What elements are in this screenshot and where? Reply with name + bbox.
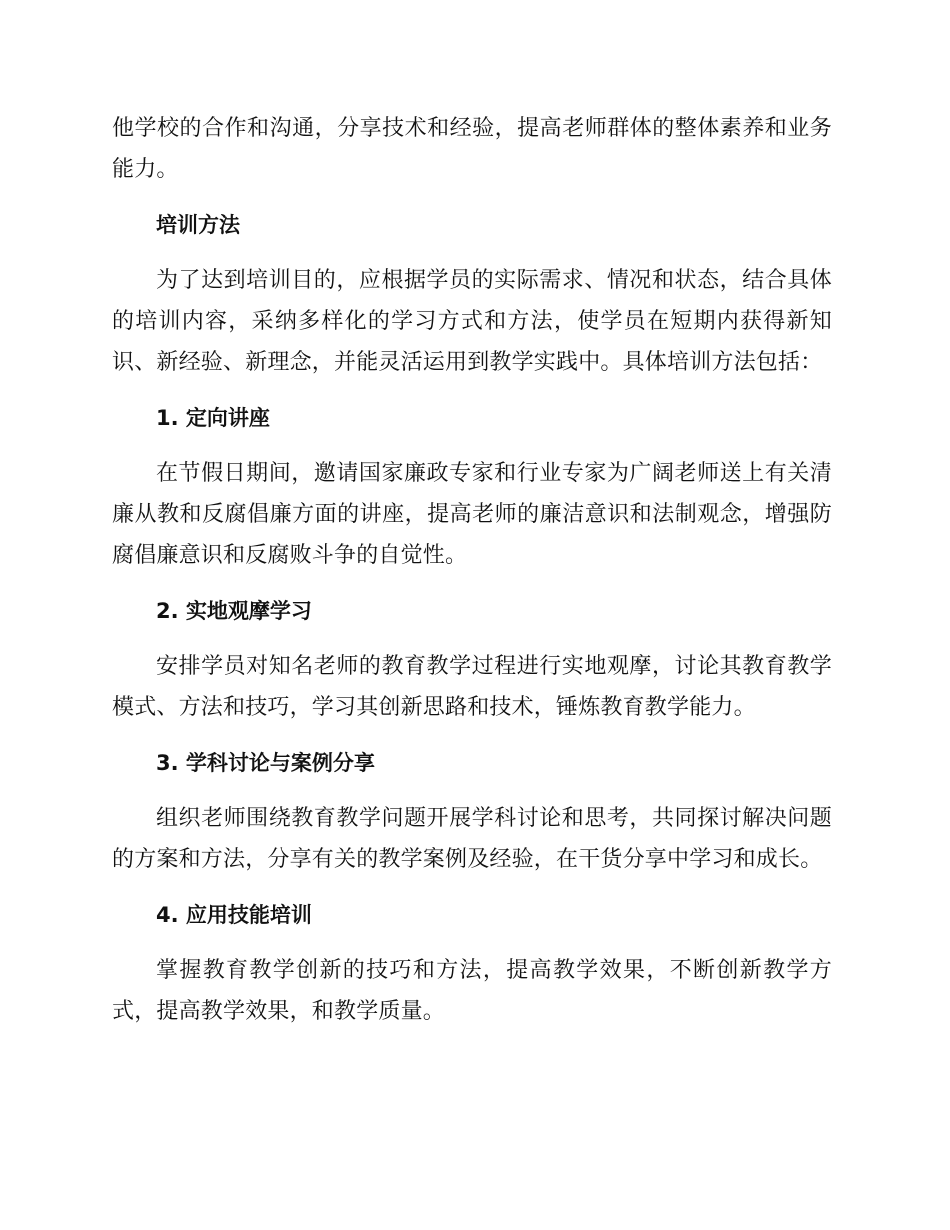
intro-continuation-paragraph: 他学校的合作和沟通，分享技术和经验，提高老师群体的整体素养和业务能力。	[112, 116, 832, 182]
method-body-discussion: 组织老师围绕教育教学问题开展学科讨论和思考，共同探讨解决问题的方案和方法，分享有关的教学案例及经验，在干货分享中学习和成长。	[112, 806, 832, 872]
method-heading-lecture: 1. 定向讲座	[156, 406, 270, 430]
method-heading-skills: 4. 应用技能培训	[156, 903, 312, 927]
document-body	[112, 108, 832, 1032]
method-heading-discussion: 3. 学科讨论与案例分享	[156, 751, 375, 775]
section-intro-paragraph: 为了达到培训目的，应根据学员的实际需求、情况和状态，结合具体的培训内容，采纳多样化的学习方式和方法，使学员在短期内获得新知识、新经验、新理念，并能灵活运用到教学实践中。具体培训方法包括：	[112, 268, 832, 375]
section-title: 培训方法	[156, 213, 240, 237]
method-body-observation: 安排学员对知名老师的教育教学过程进行实地观摩，讨论其教育教学模式、方法和技巧，学习其创新思路和技术，锤炼教育教学能力。	[112, 654, 832, 720]
method-body-skills: 掌握教育教学创新的技巧和方法，提高教学效果，不断创新教学方式，提高教学效果，和教学质量。	[112, 958, 832, 1024]
method-body-lecture: 在节假日期间，邀请国家廉政专家和行业专家为广阔老师送上有关清廉从教和反腐倡廉方面的讲座，提高老师的廉洁意识和法制观念，增强防腐倡廉意识和反腐败斗争的自觉性。	[112, 461, 832, 568]
method-heading-observation: 2. 实地观摩学习	[156, 599, 312, 623]
